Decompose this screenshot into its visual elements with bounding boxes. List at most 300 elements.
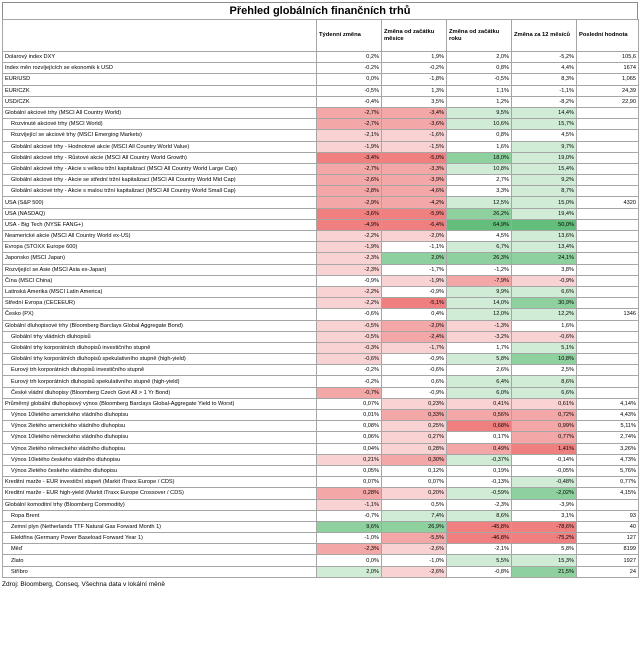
cell-12m-change: 13,4%	[512, 242, 577, 253]
cell-weekly-change: -0,6%	[317, 309, 382, 320]
cell-ytd-change: -3,2%	[447, 331, 512, 342]
cell-ytd-change: -0,13%	[447, 477, 512, 488]
cell-weekly-change: -4,9%	[317, 219, 382, 230]
cell-ytd-change: -1,3%	[447, 320, 512, 331]
cell-last-value	[577, 286, 639, 297]
row-label: Eurový trh korporátních dluhopisů investičního stupně	[3, 365, 317, 376]
cell-weekly-change: -3,6%	[317, 208, 382, 219]
cell-mtd-change: -3,4%	[382, 107, 447, 118]
cell-ytd-change: -46,8%	[447, 533, 512, 544]
table-row	[3, 342, 639, 353]
row-label: Rozvíjející se Asie (MSCI Asia ex-Japan)	[3, 264, 317, 275]
cell-ytd-change: -0,5%	[447, 74, 512, 85]
row-label: Ropa Brent	[3, 510, 317, 521]
table-row	[3, 130, 639, 141]
cell-last-value: 3,26%	[577, 443, 639, 454]
cell-12m-change: 2,5%	[512, 365, 577, 376]
row-label: Globální dluhopisové trhy (Bloomberg Barclays Global Aggregate Bond)	[3, 320, 317, 331]
cell-last-value	[577, 208, 639, 219]
table-row	[3, 219, 639, 230]
cell-12m-change: -0,6%	[512, 331, 577, 342]
cell-ytd-change: 3,3%	[447, 186, 512, 197]
cell-mtd-change: -3,6%	[382, 119, 447, 130]
cell-12m-change: -8,2%	[512, 96, 577, 107]
cell-mtd-change: -0,2%	[382, 63, 447, 74]
cell-last-value	[577, 387, 639, 398]
cell-mtd-change: -2,0%	[382, 320, 447, 331]
cell-last-value: 40	[577, 521, 639, 532]
table-row	[3, 443, 639, 454]
cell-12m-change: 6,6%	[512, 286, 577, 297]
cell-12m-change: 12,2%	[512, 309, 577, 320]
cell-last-value	[577, 253, 639, 264]
row-label: Zemní plyn (Netherlands TTF Natural Gas Forward Month 1)	[3, 521, 317, 532]
cell-mtd-change: -5,5%	[382, 533, 447, 544]
cell-ytd-change: 1,6%	[447, 141, 512, 152]
row-label: Globální akciové trhy - Akcie s velkou tržní kapitalizací (MSCI All Country World Large Cap)	[3, 163, 317, 174]
cell-weekly-change: -0,2%	[317, 365, 382, 376]
cell-ytd-change: 14,0%	[447, 298, 512, 309]
cell-ytd-change: 6,0%	[447, 387, 512, 398]
table-row	[3, 141, 639, 152]
row-label: Měď	[3, 544, 317, 555]
row-label: Globální akciové trhy - Růstové akcie (MSCI All Country World Growth)	[3, 152, 317, 163]
cell-last-value	[577, 320, 639, 331]
cell-weekly-change: -0,7%	[317, 510, 382, 521]
cell-ytd-change: -7,9%	[447, 275, 512, 286]
cell-mtd-change: 0,12%	[382, 465, 447, 476]
cell-12m-change: 0,77%	[512, 432, 577, 443]
row-label: Evropa (STOXX Europe 600)	[3, 242, 317, 253]
cell-ytd-change: 0,19%	[447, 465, 512, 476]
table-row	[3, 488, 639, 499]
cell-mtd-change: -1,8%	[382, 74, 447, 85]
cell-last-value	[577, 298, 639, 309]
cell-mtd-change: -1,9%	[382, 275, 447, 286]
cell-last-value: 24,39	[577, 85, 639, 96]
cell-mtd-change: -2,4%	[382, 331, 447, 342]
cell-12m-change: -5,2%	[512, 52, 577, 63]
cell-ytd-change: 0,68%	[447, 421, 512, 432]
cell-weekly-change: 0,07%	[317, 398, 382, 409]
cell-ytd-change: 0,49%	[447, 443, 512, 454]
cell-ytd-change: -0,59%	[447, 488, 512, 499]
cell-weekly-change: -2,7%	[317, 119, 382, 130]
cell-12m-change: 15,4%	[512, 163, 577, 174]
source-note: Zdroj: Bloomberg, Conseq, Všechna data v lokální měně	[2, 580, 165, 588]
cell-12m-change: 6,6%	[512, 387, 577, 398]
cell-mtd-change: -1,0%	[382, 555, 447, 566]
cell-ytd-change: 2,7%	[447, 175, 512, 186]
cell-weekly-change: -3,4%	[317, 152, 382, 163]
row-label: Stříbro	[3, 566, 317, 577]
cell-mtd-change: -2,6%	[382, 544, 447, 555]
row-label: USA (S&P 500)	[3, 197, 317, 208]
cell-12m-change: 30,9%	[512, 298, 577, 309]
cell-weekly-change: -1,0%	[317, 533, 382, 544]
cell-last-value: 4,73%	[577, 454, 639, 465]
cell-mtd-change: 3,5%	[382, 96, 447, 107]
cell-ytd-change: 12,5%	[447, 197, 512, 208]
cell-last-value: 4,15%	[577, 488, 639, 499]
table-row	[3, 231, 639, 242]
cell-weekly-change: -2,3%	[317, 253, 382, 264]
cell-weekly-change: 0,05%	[317, 465, 382, 476]
cell-ytd-change: 9,5%	[447, 107, 512, 118]
cell-ytd-change: -0,8%	[447, 566, 512, 577]
cell-last-value	[577, 365, 639, 376]
cell-last-value: 0,77%	[577, 477, 639, 488]
table-body	[3, 52, 639, 578]
cell-ytd-change: -2,3%	[447, 499, 512, 510]
cell-weekly-change: -2,8%	[317, 186, 382, 197]
cell-weekly-change: -1,1%	[317, 499, 382, 510]
cell-weekly-change: -0,5%	[317, 320, 382, 331]
row-label: Globální akciové trhy - Akcie se střední tržní kapitalizací (MSCI All Country World Mid Cap)	[3, 175, 317, 186]
cell-weekly-change: -0,7%	[317, 387, 382, 398]
cell-weekly-change: 0,07%	[317, 477, 382, 488]
row-label: Zlato	[3, 555, 317, 566]
cell-12m-change: 15,0%	[512, 197, 577, 208]
cell-ytd-change: 2,0%	[447, 52, 512, 63]
row-label: České vládní dluhopisy (Bloomberg Czech Govt All > 1 Yr Bond)	[3, 387, 317, 398]
cell-ytd-change: 10,8%	[447, 163, 512, 174]
cell-12m-change: 19,4%	[512, 208, 577, 219]
cell-mtd-change: -1,5%	[382, 141, 447, 152]
cell-mtd-change: -6,4%	[382, 219, 447, 230]
cell-ytd-change: 0,8%	[447, 63, 512, 74]
table-row	[3, 555, 639, 566]
cell-12m-change: 8,7%	[512, 186, 577, 197]
cell-12m-change: -0,05%	[512, 465, 577, 476]
cell-last-value	[577, 354, 639, 365]
cell-mtd-change: 0,27%	[382, 432, 447, 443]
cell-last-value: 5,76%	[577, 465, 639, 476]
cell-last-value	[577, 107, 639, 118]
table-row	[3, 465, 639, 476]
table-row	[3, 354, 639, 365]
cell-mtd-change: -1,7%	[382, 264, 447, 275]
cell-weekly-change: 0,04%	[317, 443, 382, 454]
table-row	[3, 208, 639, 219]
cell-mtd-change: 0,33%	[382, 410, 447, 421]
cell-weekly-change: 0,01%	[317, 410, 382, 421]
table-row	[3, 63, 639, 74]
cell-mtd-change: 1,9%	[382, 52, 447, 63]
cell-last-value: 127	[577, 533, 639, 544]
row-label: Dolarový index DXY	[3, 52, 317, 63]
cell-last-value	[577, 275, 639, 286]
cell-mtd-change: -4,2%	[382, 197, 447, 208]
cell-12m-change: -0,9%	[512, 275, 577, 286]
row-label: Globální trhy korporátních dluhopisů investičního stupně	[3, 342, 317, 353]
cell-last-value	[577, 242, 639, 253]
row-label: Elektřina (Germany Power Baseload Forward Year 1)	[3, 533, 317, 544]
cell-last-value: 4,43%	[577, 410, 639, 421]
cell-12m-change: 3,8%	[512, 264, 577, 275]
cell-12m-change: 9,7%	[512, 141, 577, 152]
cell-ytd-change: 5,5%	[447, 555, 512, 566]
cell-last-value	[577, 331, 639, 342]
row-label: Kreditní marže - EUR high-yield (Markit iTraxx Europe Crossover / CDS)	[3, 488, 317, 499]
cell-12m-change: 5,1%	[512, 342, 577, 353]
cell-ytd-change: 4,5%	[447, 231, 512, 242]
cell-mtd-change: 0,4%	[382, 309, 447, 320]
cell-12m-change: 4,5%	[512, 130, 577, 141]
table-row	[3, 454, 639, 465]
table-row	[3, 566, 639, 577]
cell-mtd-change: -0,9%	[382, 286, 447, 297]
cell-mtd-change: -0,9%	[382, 354, 447, 365]
cell-ytd-change: 10,6%	[447, 119, 512, 130]
cell-ytd-change: -2,1%	[447, 544, 512, 555]
cell-mtd-change: 0,07%	[382, 477, 447, 488]
row-label: USD/CZK	[3, 96, 317, 107]
cell-last-value: 93	[577, 510, 639, 521]
cell-last-value	[577, 231, 639, 242]
table-row	[3, 432, 639, 443]
cell-mtd-change: -3,3%	[382, 163, 447, 174]
cell-12m-change: -0,14%	[512, 454, 577, 465]
cell-last-value	[577, 219, 639, 230]
cell-ytd-change: 64,9%	[447, 219, 512, 230]
cell-mtd-change: -5,0%	[382, 152, 447, 163]
row-label: Rozvinuté akciové trhy (MSCI World)	[3, 119, 317, 130]
cell-12m-change: 3,1%	[512, 510, 577, 521]
cell-ytd-change: 2,6%	[447, 365, 512, 376]
cell-mtd-change: 0,30%	[382, 454, 447, 465]
row-label: Česko (PX)	[3, 309, 317, 320]
header-weekly-change: Týdenní změna	[317, 20, 382, 52]
cell-mtd-change: -2,0%	[382, 231, 447, 242]
report-container	[2, 2, 638, 588]
cell-last-value: 1346	[577, 309, 639, 320]
cell-weekly-change: -2,3%	[317, 264, 382, 275]
row-label: Čína (MSCI China)	[3, 275, 317, 286]
cell-ytd-change: 8,6%	[447, 510, 512, 521]
cell-12m-change: 10,8%	[512, 354, 577, 365]
cell-12m-change: 5,8%	[512, 544, 577, 555]
cell-12m-change: 0,99%	[512, 421, 577, 432]
cell-ytd-change: 0,8%	[447, 130, 512, 141]
cell-ytd-change: -45,8%	[447, 521, 512, 532]
cell-mtd-change: 1,3%	[382, 85, 447, 96]
cell-last-value: 24	[577, 566, 639, 577]
row-label: Rozvíjející se akciové trhy (MSCI Emerging Markets)	[3, 130, 317, 141]
cell-weekly-change: -1,9%	[317, 141, 382, 152]
table-row	[3, 175, 639, 186]
cell-12m-change: 9,2%	[512, 175, 577, 186]
header-last-value: Poslední hodnota	[577, 20, 639, 52]
cell-mtd-change: 26,9%	[382, 521, 447, 532]
row-label: Eurový trh korporátních dluhopisů spekulativního stupně (high-yield)	[3, 376, 317, 387]
cell-weekly-change: -0,2%	[317, 63, 382, 74]
table-row	[3, 163, 639, 174]
row-label: Výnos 2letého německého vládního dluhopisu	[3, 443, 317, 454]
cell-mtd-change: -1,6%	[382, 130, 447, 141]
table-row	[3, 52, 639, 63]
cell-weekly-change: 0,06%	[317, 432, 382, 443]
cell-12m-change: 19,0%	[512, 152, 577, 163]
cell-last-value: 105,6	[577, 52, 639, 63]
cell-last-value	[577, 141, 639, 152]
cell-12m-change: 0,61%	[512, 398, 577, 409]
cell-last-value: 1674	[577, 63, 639, 74]
row-label: Globální akciové trhy - Akcie s malou tržní kapitalizací (MSCI All Country World Small Cap)	[3, 186, 317, 197]
cell-last-value	[577, 186, 639, 197]
cell-last-value	[577, 119, 639, 130]
cell-ytd-change: 26,2%	[447, 208, 512, 219]
table-row	[3, 544, 639, 555]
table-row	[3, 410, 639, 421]
row-label: Globální trhy vládních dluhopisů	[3, 331, 317, 342]
cell-weekly-change: -2,2%	[317, 231, 382, 242]
table-row	[3, 320, 639, 331]
cell-ytd-change: 0,56%	[447, 410, 512, 421]
row-label: Kreditní marže - EUR investiční stupeň (Markit iTraxx Europe / CDS)	[3, 477, 317, 488]
row-label: Japonsko (MSCI Japan)	[3, 253, 317, 264]
cell-ytd-change: 18,0%	[447, 152, 512, 163]
cell-weekly-change: -0,6%	[317, 354, 382, 365]
cell-last-value	[577, 499, 639, 510]
cell-last-value	[577, 152, 639, 163]
cell-12m-change: 8,3%	[512, 74, 577, 85]
cell-12m-change: 15,7%	[512, 119, 577, 130]
cell-mtd-change: 0,5%	[382, 499, 447, 510]
cell-weekly-change: -0,4%	[317, 96, 382, 107]
cell-weekly-change: -2,1%	[317, 130, 382, 141]
cell-weekly-change: 0,0%	[317, 74, 382, 85]
table-row	[3, 499, 639, 510]
table-row	[3, 186, 639, 197]
table-row	[3, 365, 639, 376]
cell-weekly-change: 2,0%	[317, 566, 382, 577]
cell-mtd-change: 0,23%	[382, 398, 447, 409]
cell-ytd-change: 1,2%	[447, 96, 512, 107]
cell-ytd-change: 5,8%	[447, 354, 512, 365]
cell-12m-change: 1,6%	[512, 320, 577, 331]
cell-12m-change: 1,41%	[512, 443, 577, 454]
cell-weekly-change: 0,0%	[317, 555, 382, 566]
cell-mtd-change: -4,6%	[382, 186, 447, 197]
cell-ytd-change: 1,7%	[447, 342, 512, 353]
page-title: Přehled globálních finančních trhů	[2, 2, 638, 19]
cell-ytd-change: 26,3%	[447, 253, 512, 264]
cell-12m-change: -1,1%	[512, 85, 577, 96]
cell-ytd-change: -1,2%	[447, 264, 512, 275]
cell-weekly-change: -0,5%	[317, 331, 382, 342]
cell-weekly-change: -0,3%	[317, 342, 382, 353]
cell-12m-change: 0,72%	[512, 410, 577, 421]
table-row	[3, 74, 639, 85]
table-row	[3, 107, 639, 118]
cell-weekly-change: -0,2%	[317, 376, 382, 387]
row-label: Výnos 10letého německého vládního dluhopisu	[3, 432, 317, 443]
cell-mtd-change: 0,20%	[382, 488, 447, 499]
row-label: Latinská Amerika (MSCI Latin America)	[3, 286, 317, 297]
table-row	[3, 275, 639, 286]
cell-mtd-change: -1,7%	[382, 342, 447, 353]
cell-ytd-change: 1,1%	[447, 85, 512, 96]
cell-mtd-change: 7,4%	[382, 510, 447, 521]
row-label: Výnos 10letého amerického vládního dluhopisu	[3, 410, 317, 421]
table-row	[3, 398, 639, 409]
cell-weekly-change: -2,7%	[317, 163, 382, 174]
cell-last-value: 1,065	[577, 74, 639, 85]
cell-12m-change: -3,9%	[512, 499, 577, 510]
market-overview-table	[2, 19, 639, 578]
cell-last-value: 22,90	[577, 96, 639, 107]
cell-12m-change: -78,6%	[512, 521, 577, 532]
table-row	[3, 264, 639, 275]
table-row	[3, 309, 639, 320]
cell-ytd-change: -0,37%	[447, 454, 512, 465]
cell-last-value	[577, 163, 639, 174]
table-row	[3, 253, 639, 264]
cell-last-value: 2,74%	[577, 432, 639, 443]
table-row	[3, 152, 639, 163]
cell-last-value	[577, 264, 639, 275]
table-row	[3, 96, 639, 107]
cell-12m-change: 24,1%	[512, 253, 577, 264]
row-label: Výnos 2letého amerického vládního dluhopisu	[3, 421, 317, 432]
cell-mtd-change: 0,28%	[382, 443, 447, 454]
cell-mtd-change: -0,9%	[382, 387, 447, 398]
header-12m-change: Změna za 12 měsíců	[512, 20, 577, 52]
table-row	[3, 298, 639, 309]
cell-12m-change: 15,3%	[512, 555, 577, 566]
table-row	[3, 197, 639, 208]
cell-last-value: 1927	[577, 555, 639, 566]
cell-last-value: 4,14%	[577, 398, 639, 409]
cell-12m-change: 8,6%	[512, 376, 577, 387]
row-label: USA (NASDAQ)	[3, 208, 317, 219]
cell-weekly-change: 0,28%	[317, 488, 382, 499]
table-row	[3, 521, 639, 532]
cell-mtd-change: -1,1%	[382, 242, 447, 253]
row-label: Globální trhy korporátních dluhopisů spekulativního stupně (high-yield)	[3, 354, 317, 365]
row-label: EUR/CZK	[3, 85, 317, 96]
cell-last-value	[577, 130, 639, 141]
cell-weekly-change: 0,21%	[317, 454, 382, 465]
table-row	[3, 533, 639, 544]
cell-ytd-change: 9,9%	[447, 286, 512, 297]
cell-ytd-change: 6,4%	[447, 376, 512, 387]
cell-mtd-change: 0,25%	[382, 421, 447, 432]
row-label: Výnos 2letého českého vládního dluhopisu	[3, 465, 317, 476]
cell-weekly-change: -2,7%	[317, 107, 382, 118]
cell-mtd-change: -2,6%	[382, 566, 447, 577]
cell-last-value	[577, 342, 639, 353]
row-label: Výnos 10letého českého vládního dluhopisu	[3, 454, 317, 465]
cell-weekly-change: -2,6%	[317, 175, 382, 186]
cell-ytd-change: 0,41%	[447, 398, 512, 409]
row-label: Index měn rozvíjejících se ekonomik k USD	[3, 63, 317, 74]
cell-weekly-change: 9,6%	[317, 521, 382, 532]
cell-12m-change: -2,02%	[512, 488, 577, 499]
header-mtd-change: Změna od začátku měsíce	[382, 20, 447, 52]
cell-last-value	[577, 376, 639, 387]
cell-mtd-change: 2,0%	[382, 253, 447, 264]
table-row	[3, 85, 639, 96]
cell-ytd-change: 0,17%	[447, 432, 512, 443]
cell-last-value: 5,11%	[577, 421, 639, 432]
table-row	[3, 286, 639, 297]
cell-12m-change: -0,48%	[512, 477, 577, 488]
table-row	[3, 376, 639, 387]
cell-12m-change: -75,2%	[512, 533, 577, 544]
cell-weekly-change: -1,9%	[317, 242, 382, 253]
